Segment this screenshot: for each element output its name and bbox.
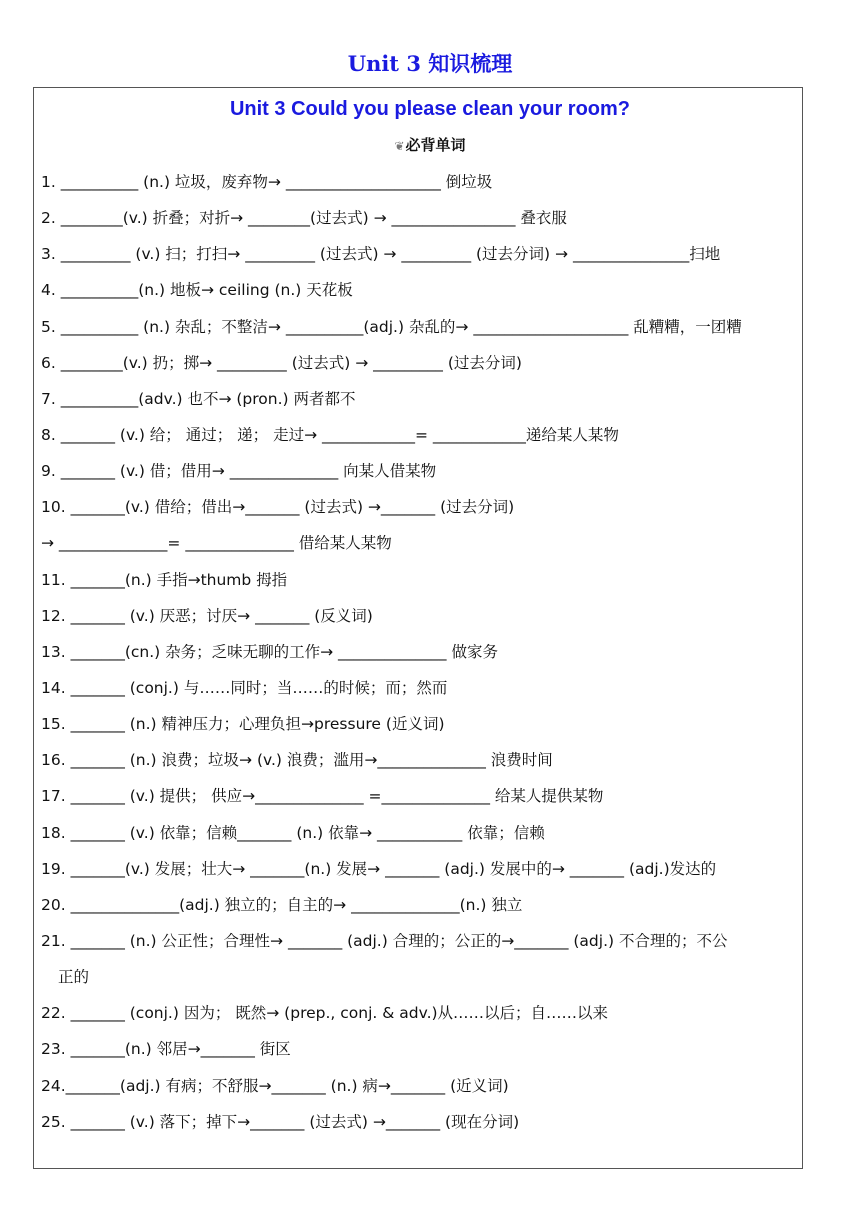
vocab-item-25: 25. _______ (v.) 落下；掉下→_______ (过去式) →_______ (现在分词) (41, 1112, 520, 1131)
decorative-flourish-icon: ❦ (394, 139, 405, 153)
vocab-item-14: 14. _______ (conj.) 与……同时；当……的时候；而；然而 (41, 678, 448, 697)
vocab-item-6: 6. ________(v.) 扔；掷→ _________ (过去式) → _________ (过去分词) (41, 353, 522, 372)
vocab-item-17: 17. _______ (v.) 提供； 供应→______________ =______________ 给某人提供某物 (41, 787, 604, 806)
vocab-item-18: 18. _______ (v.) 依靠；信赖_______ (n.) 依靠→ ___________ 依靠；信赖 (41, 823, 545, 842)
vocab-item-3: 3. _________ (v.) 扫；打扫→ _________ (过去式) → _________ (过去分词) → _______________扫地 (41, 245, 721, 264)
vocab-item-10-continued: → ______________= ______________ 借给某人某物 (41, 534, 392, 553)
page-title: Unit 3 知识梳理 (347, 51, 513, 76)
section-label: 必背单词 (405, 136, 466, 154)
unit-subtitle: Unit 3 Could you please clean your room? (229, 98, 631, 120)
vocab-item-19: 19. _______(v.) 发展；壮大→ _______(n.) 发展→ _______ (adj.) 发展中的→ _______ (adj.)发达的 (41, 859, 717, 878)
vocab-item-5: 5. __________ (n.) 杂乱；不整洁→ __________(adj.) 杂乱的→ ____________________ 乱糟糟，一团糟 (41, 317, 742, 336)
vocab-item-8: 8. _______ (v.) 给； 通过； 递； 走过→ ____________= ____________递给某人某物 (41, 425, 619, 444)
vocab-item-11: 11. _______(n.) 手指→thumb 拇指 (41, 570, 288, 589)
vocab-item-21: 21. _______ (n.) 公正性；合理性→ _______ (adj.) 合理的；公正的→_______ (adj.) 不合理的；不公 (41, 931, 728, 950)
vocab-item-22: 22. _______ (conj.) 因为； 既然→ (prep., conj. & adv.)从……以后；自……以来 (41, 1004, 609, 1023)
vocab-item-1: 1. __________ (n.) 垃圾，废弃物→ ____________________ 倒垃圾 (41, 173, 493, 191)
vocab-item-2: 2. ________(v.) 折叠；对折→ ________(过去式) → ________________ 叠衣服 (41, 209, 567, 228)
vocabulary-list (41, 169, 799, 1145)
vocab-item-7: 7. __________(adv.) 也不→ (pron.) 两者都不 (41, 389, 356, 408)
vocab-item-9: 9. _______ (v.) 借；借用→ ______________ 向某人借某物 (41, 462, 437, 481)
vocab-item-10: 10. _______(v.) 借给；借出→_______ (过去式) →_______ (过去分词) (41, 498, 515, 517)
vocab-item-4: 4. __________(n.) 地板→ ceiling (n.) 天花板 (41, 281, 353, 300)
vocab-item-20: 20. ______________(adj.) 独立的；自主的→ ______________(n.) 独立 (41, 895, 523, 914)
vocab-item-24: 24._______(adj.) 有病；不舒服→_______ (n.) 病→_______ (近义词) (41, 1076, 509, 1095)
section-heading (0, 133, 860, 158)
vocab-item-13: 13. _______(cn.) 杂务；乏味无聊的工作→ ______________ 做家务 (41, 642, 498, 661)
vocab-item-21-continued: 正的 (58, 968, 90, 987)
vocab-item-15: 15. _______ (n.) 精神压力；心理负担→pressure (近义词) (41, 715, 445, 734)
vocab-item-16: 16. _______ (n.) 浪费；垃圾→ (v.) 浪费；滥用→______________ 浪费时间 (41, 751, 553, 770)
vocab-item-12: 12. _______ (v.) 厌恶；讨厌→ _______ (反义词) (41, 606, 373, 625)
vocab-item-23: 23. _______(n.) 邻居→_______ 街区 (41, 1040, 291, 1059)
